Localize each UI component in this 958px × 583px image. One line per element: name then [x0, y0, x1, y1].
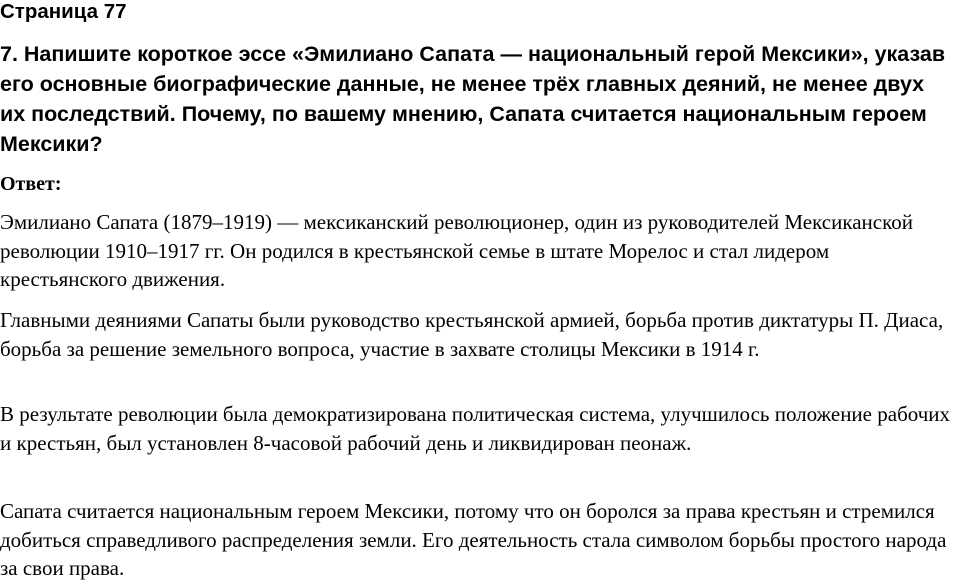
answer-paragraph-biography: Эмилиано Сапата (1879–1919) — мексиканский революционер, один из руководителей Мексиканской революции 1910–1917 гг. Он родился в крестьянской семье в штате Морелос и стал лидером крестьянского движения. [0, 210, 913, 291]
page-heading: Страница 77 [0, 0, 127, 23]
answer-paragraph-conclusion: Сапата считается национальным героем Мексики, потому что он боролся за права крестьян и стремился добиться справедливого распределения земли. Его деятельность стала символом борьбы простого народа за свои права. [0, 499, 947, 580]
answer-label: Ответ: [0, 173, 62, 195]
answer-paragraph-consequences: В результате революции была демократизирована политическая система, улучшилось положение рабочих и крестьян, был установлен 8-часовой рабочий день и ликвидирован пеонаж. [0, 402, 951, 455]
question-text: 7. Напишите короткое эссе «Эмилиано Сапата — национальный герой Мексики», указав его основные биографические данные, не менее трёх главных деяний, не менее двух их последствий. Почему, по вашему мнению, Сапата считается национальным героем Мексики? [0, 42, 946, 156]
answer-paragraph-deeds: Главными деяниями Сапаты были руководство крестьянской армией, борьба против диктатуры П. Диаса, борьба за решение земельного вопроса, участие в захвате столицы Мексики в 1914 г. [0, 308, 944, 361]
